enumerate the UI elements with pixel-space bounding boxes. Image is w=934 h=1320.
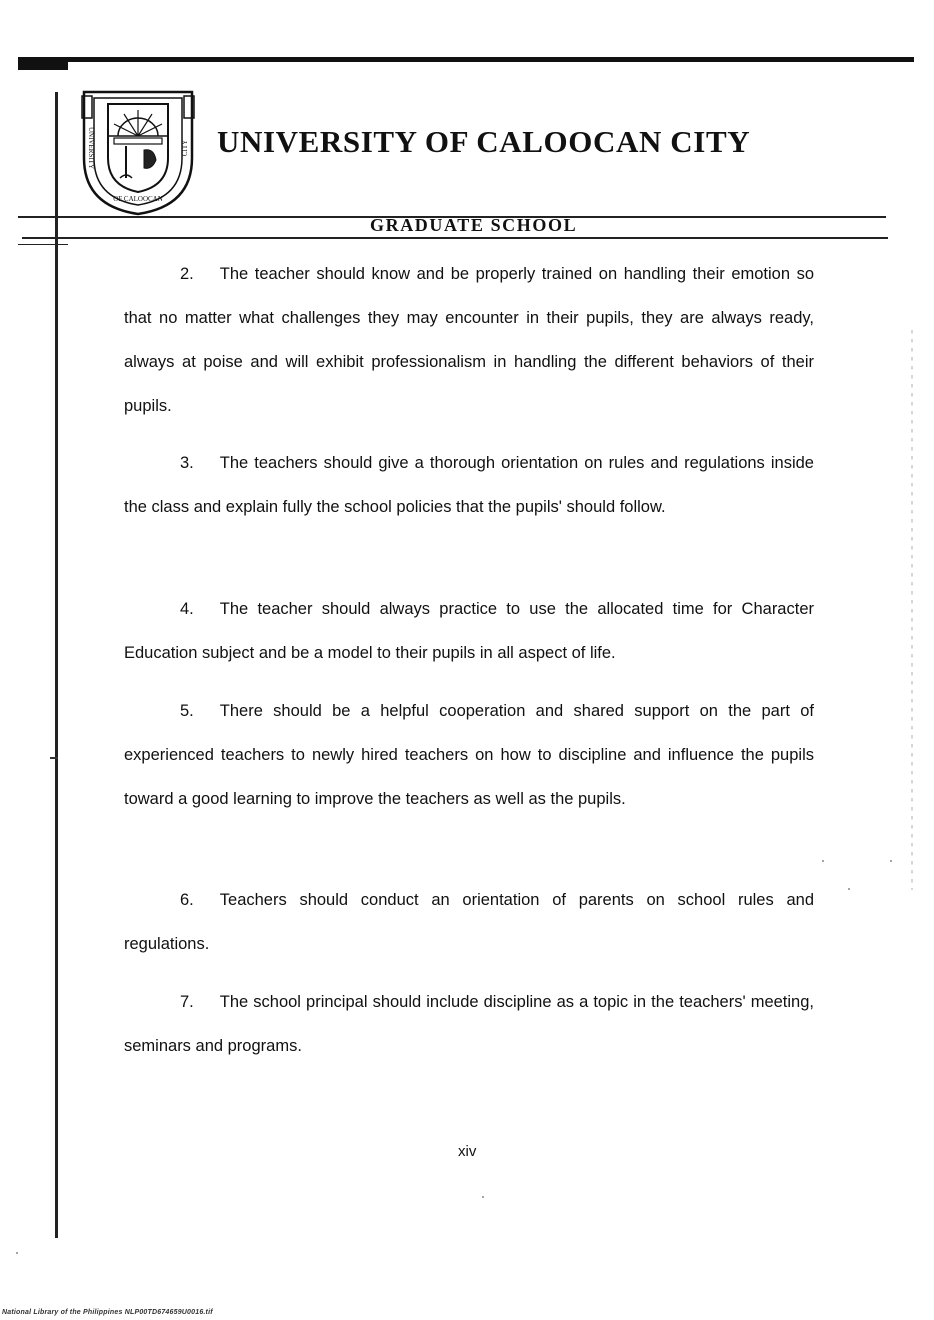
scan-speck — [482, 1196, 484, 1198]
svg-text:OF CALOOCAN: OF CALOOCAN — [113, 195, 163, 203]
svg-text:UNIVERSITY: UNIVERSITY — [87, 127, 95, 169]
top-border-bar — [18, 57, 914, 62]
top-border-tab — [18, 57, 68, 70]
scan-noise-dots — [911, 330, 913, 890]
list-item — [124, 689, 814, 821]
item-number: 7. — [180, 993, 194, 1011]
svg-text:CITY: CITY — [181, 139, 189, 157]
margin-tick — [50, 757, 58, 759]
left-margin-line — [55, 92, 58, 1238]
list-item — [124, 878, 814, 966]
item-text: The teacher should always practice to use the allocated time for Character Education subject and be a model to their pupils in all aspect of life. — [124, 600, 814, 662]
university-seal-icon — [80, 88, 196, 216]
list-item — [124, 980, 814, 1068]
department-title: GRADUATE SCHOOL — [370, 215, 578, 235]
scan-speck — [848, 888, 850, 890]
list-item — [124, 587, 814, 675]
item-text: The teacher should know and be properly trained on handling their emotion so that no matter what challenges they may encounter in their pupils, they are always ready, always at poise and will exhibit professionalism in handling the different behaviors of their pupils. — [124, 265, 814, 415]
university-title: UNIVERSITY OF CALOOCAN CITY — [217, 124, 751, 159]
header-rule-bottom — [22, 237, 888, 239]
item-text: Teachers should conduct an orientation of parents on school rules and regulations. — [124, 891, 814, 953]
item-text: The teachers should give a thorough orientation on rules and regulations inside the class and explain fully the school policies that the pupils' should follow. — [124, 454, 814, 516]
header-rule-stub — [18, 244, 68, 245]
scan-speck — [16, 1252, 18, 1254]
list-item — [124, 252, 814, 428]
scan-speck — [822, 860, 824, 862]
item-number: 6. — [180, 891, 194, 909]
list-item — [124, 441, 814, 529]
footer-caption: National Library of the Philippines NLP00TD674659U0016.tif — [2, 1309, 213, 1316]
page-number: xiv — [458, 1143, 477, 1160]
item-text: There should be a helpful cooperation and shared support on the part of experienced teachers to newly hired teachers on how to discipline and influence the pupils toward a good learning to improve the teachers as well as the pupils. — [124, 702, 814, 808]
scan-speck — [890, 860, 892, 862]
item-text: The school principal should include discipline as a topic in the teachers' meeting, seminars and programs. — [124, 993, 814, 1055]
item-number: 2. — [180, 265, 194, 283]
item-number: 3. — [180, 454, 194, 472]
item-number: 4. — [180, 600, 194, 618]
item-number: 5. — [180, 702, 194, 720]
